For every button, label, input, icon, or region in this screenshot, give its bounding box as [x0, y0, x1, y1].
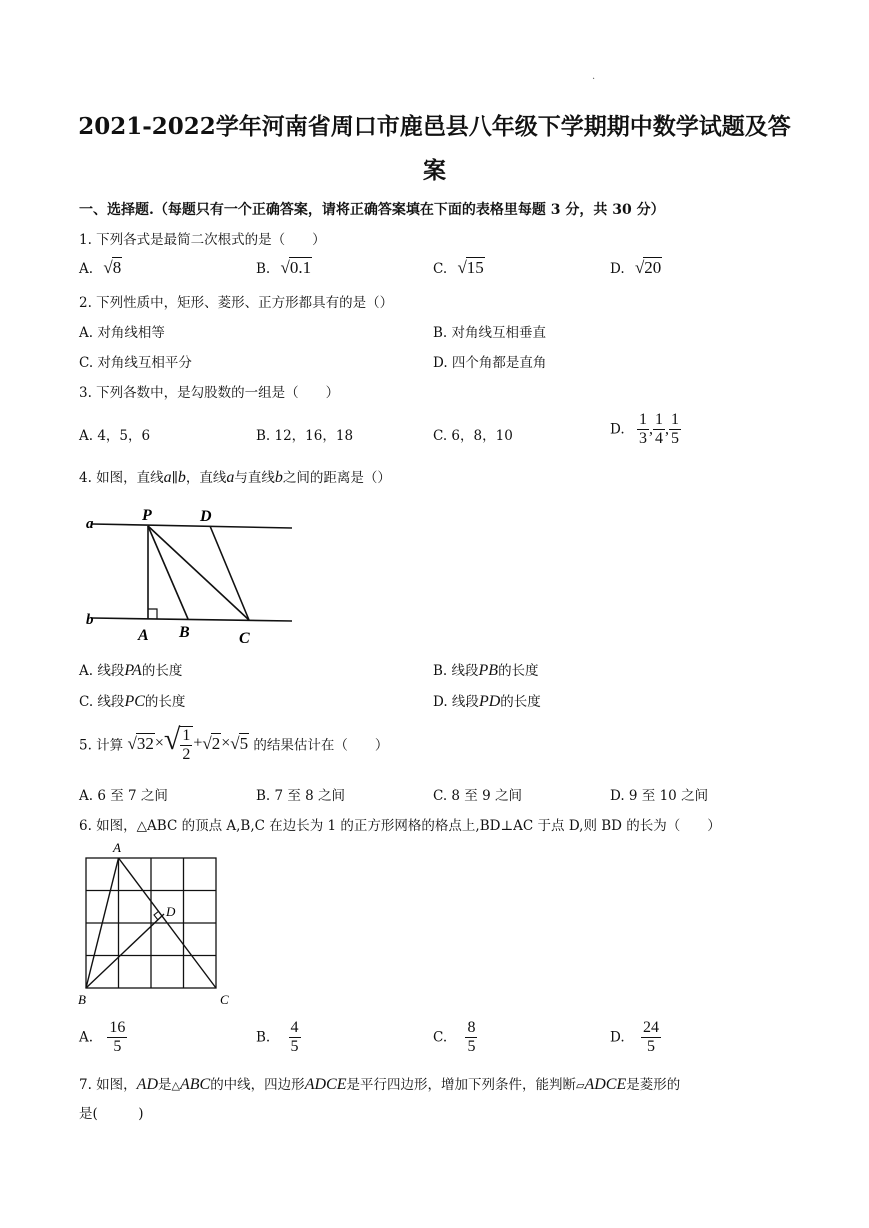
question-3-stem: 3. 下列各数中，是勾股数的一组是（ ） — [79, 385, 340, 401]
parallel-lines-figure — [82, 500, 302, 652]
fraction: $\frac{16}{5}$ — [109, 1019, 126, 1055]
sqrt-expression: √8 — [103, 258, 122, 277]
question-7-stem-continued: 是( ) — [79, 1106, 144, 1122]
q4-option-d: D. 线段PD的长度 — [433, 693, 541, 710]
q4-option-b: B. 线段PB的长度 — [433, 662, 539, 679]
q5-option-c: C. 8 至 9 之间 — [433, 788, 522, 804]
q2-option-d: D. 四个角都是直角 — [433, 355, 547, 371]
label-b: B — [78, 992, 86, 1007]
sqrt-expression: √20 — [634, 258, 662, 277]
q4-option-a: A. 线段PA的长度 — [79, 662, 183, 679]
q6-option-a: A. $\frac{16}{5}$ — [79, 1019, 126, 1055]
question-7-stem: 7. 如图，AD是△ABC的中线，四边形ADCE是平行四边形，增加下列条件，能判断▱ADCE是菱形的 — [79, 1076, 681, 1093]
document-title-continued: 案 — [423, 157, 446, 184]
q6-option-d: D. $\frac{24}{5}$ — [610, 1019, 659, 1055]
q3-option-c: C. 6，8，10 — [433, 428, 513, 444]
document-title: 2021-2022学年河南省周口市鹿邑县八年级下学期期中数学试题及答 — [78, 113, 791, 140]
q6-option-b: B. $\frac{4}{5}$ — [256, 1019, 299, 1055]
question-1-stem: 1. 下列各式是最简二次根式的是（ ） — [79, 232, 326, 248]
label-c-point: C — [239, 630, 250, 647]
q4-option-c: C. 线段PC的长度 — [79, 693, 186, 710]
q3-option-d: D. $\frac{1}{3}$ , $\frac{1}{4}$ , $\frac{1}{5}$ — [610, 411, 679, 447]
label-b: b — [86, 612, 94, 628]
sqrt-expression: √2 — [202, 733, 221, 753]
q2-option-c: C. 对角线互相平分 — [79, 355, 192, 371]
q3-option-a: A. 4，5，6 — [79, 428, 151, 444]
q1-option-b: B. √0.1 — [256, 258, 312, 277]
q2-option-a: A. 对角线相等 — [79, 325, 165, 341]
square-grid — [86, 858, 216, 988]
sqrt-expression: √32 — [127, 733, 154, 753]
label-p: P — [142, 507, 152, 524]
segment-pb — [148, 526, 188, 619]
label-d: D — [200, 508, 212, 525]
label-a: A — [113, 840, 121, 855]
right-angle-mark — [148, 609, 157, 619]
q2-option-b: B. 对角线互相垂直 — [433, 325, 547, 341]
q1-option-c: C. √15 — [433, 258, 484, 277]
label-a-point: A — [138, 627, 149, 644]
q1-option-d: D. √20 — [610, 258, 662, 277]
fraction: $\frac{1}{5}$ — [670, 411, 679, 447]
segment-pc — [148, 526, 249, 620]
fraction: $\frac{4}{5}$ — [290, 1019, 299, 1055]
sqrt-fraction: √ $\frac{1}{2}$ — [164, 723, 193, 764]
question-5-stem: 5. 计算 √32×√ $\frac{1}{2}$ +√2×√5 的结果估计在（ ） — [79, 723, 389, 763]
section-heading: 一、选择题.（每题只有一个正确答案，请将正确答案填在下面的表格里每题 3 分，共 30 分） — [79, 202, 665, 218]
label-c: C — [220, 992, 229, 1007]
question-6-stem: 6. 如图，△ABC 的顶点 A,B,C 在边长为 1 的正方形网格的格点上,BD⊥AC 于点 D,则 BD 的长为（ ） — [79, 818, 721, 834]
fraction: $\frac{24}{5}$ — [642, 1019, 659, 1055]
q1-option-a: A. √8 — [79, 258, 122, 277]
q5-option-b: B. 7 至 8 之间 — [256, 788, 346, 804]
q5-option-d: D. 9 至 10 之间 — [610, 788, 709, 804]
q6-option-c: C. $\frac{8}{5}$ — [433, 1019, 476, 1055]
line-b — [92, 618, 292, 621]
corner-mark: · — [592, 74, 596, 85]
question-2-stem: 2. 下列性质中，矩形、菱形、正方形都具有的是（） — [79, 295, 394, 311]
q5-option-a: A. 6 至 7 之间 — [79, 788, 168, 804]
sqrt-expression: √15 — [457, 258, 484, 277]
grid-triangle-figure — [76, 838, 236, 1010]
fraction: $\frac{8}{5}$ — [467, 1019, 476, 1055]
line-a — [92, 524, 292, 528]
sqrt-expression: √5 — [230, 733, 249, 753]
segment-dc — [210, 526, 249, 620]
label-d: D — [166, 904, 176, 919]
label-a: a — [86, 516, 94, 532]
segment-bd — [86, 914, 164, 988]
sqrt-expression: √0.1 — [280, 258, 312, 277]
question-4-stem: 4. 如图，直线a∥b，直线a与直线b之间的距离是（） — [79, 469, 391, 486]
fraction: $\frac{1}{4}$ — [654, 411, 663, 447]
label-b-point: B — [179, 624, 190, 641]
fraction: $\frac{1}{3}$ — [638, 411, 647, 447]
q3-option-b: B. 12，16，18 — [256, 428, 354, 444]
